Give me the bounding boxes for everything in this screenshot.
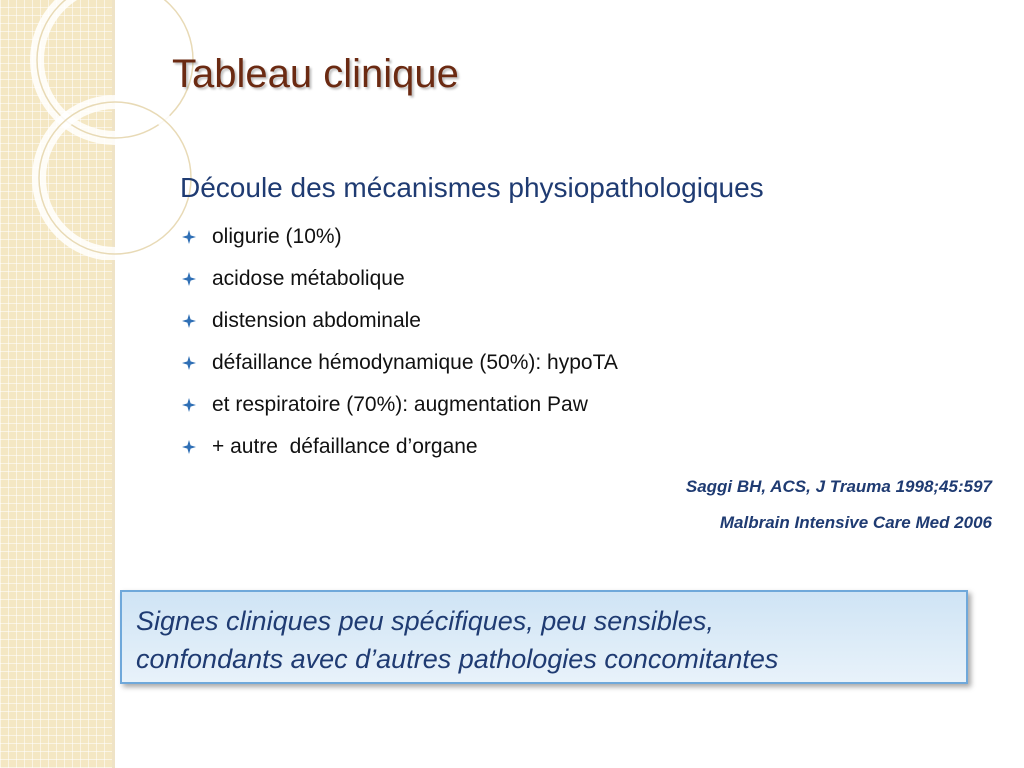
list-item [182,342,618,384]
diamond-bullet-icon [182,272,196,286]
list-item [182,258,618,300]
diamond-bullet-icon [182,440,196,454]
list-item-text: défaillance hémodynamique (50%): hypoTA [212,351,618,374]
list-item-text: et respiratoire (70%): augmentation Paw [212,393,588,416]
list-item-text: + autre défaillance d’organe [212,435,478,458]
callout-box [120,590,968,684]
list-item-text: acidose métabolique [212,267,405,290]
list-item-text: distension abdominale [212,309,421,332]
section-heading: Découle des mécanismes physiopathologiques [180,172,764,203]
bullet-list [182,216,618,468]
diamond-bullet-icon [182,356,196,370]
callout-text-line: confondants avec d’autres pathologies concomitantes [136,644,779,674]
list-item [182,426,618,468]
diamond-bullet-icon [182,230,196,244]
list-item [182,216,618,258]
list-item-text: oligurie (10%) [212,225,342,248]
reference-citation: Malbrain Intensive Care Med 2006 [719,513,992,532]
callout-text-line: Signes cliniques peu spécifiques, peu sensibles, [136,606,714,636]
list-item [182,384,618,426]
reference-citation: Saggi BH, ACS, J Trauma 1998;45:597 [685,477,992,496]
slide-title: Tableau clinique [172,52,459,96]
decorative-circles [0,0,200,260]
decorative-circle-lower [39,102,191,254]
list-item [182,300,618,342]
diamond-bullet-icon [182,314,196,328]
diamond-bullet-icon [182,398,196,412]
